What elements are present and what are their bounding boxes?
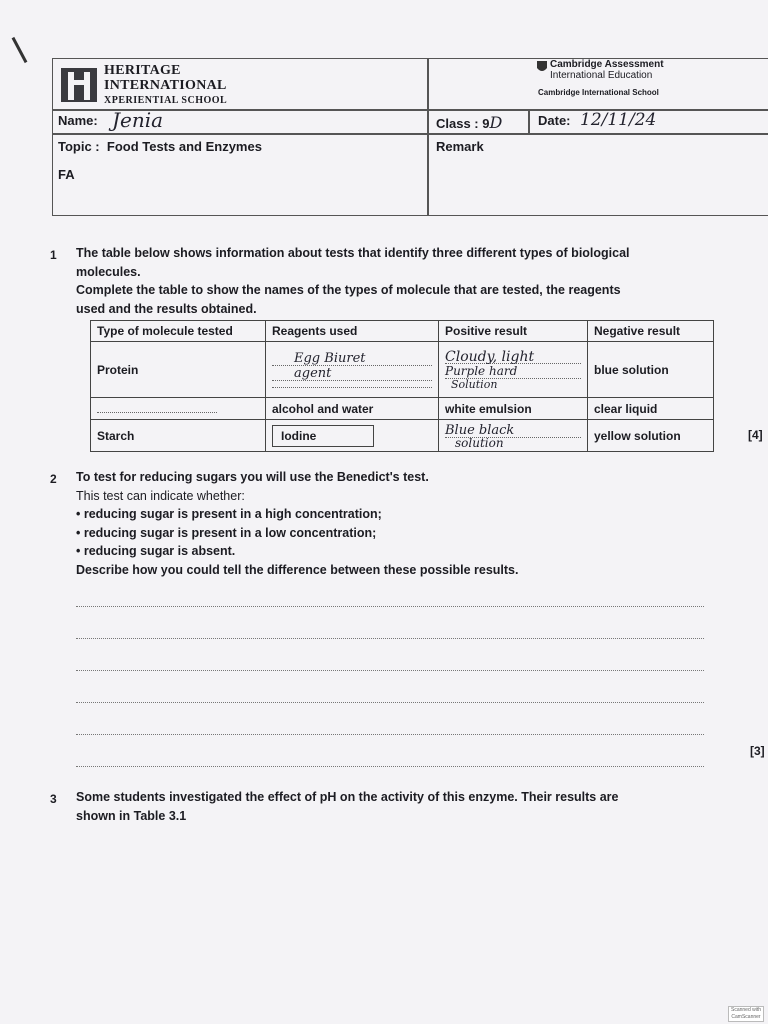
positive-result-cell: white emulsion (439, 398, 588, 420)
negative-result-cell: yellow solution (588, 420, 714, 452)
remark-label: Remark (436, 139, 484, 154)
answer-line[interactable] (76, 670, 704, 671)
reagent-cell (266, 420, 439, 452)
cambridge-school-label: Cambridge International School (538, 88, 659, 97)
answer-line[interactable] (76, 734, 704, 735)
question-2-text: To test for reducing sugars you will use the Benedict's test. This test can indicate whether: • reducing sugar is present in a high concentration; • reducing sugar is present in a low concentration; • reducing sugar is absent. Describe how you could tell the difference between these possible results. (76, 470, 519, 577)
table-row (91, 342, 714, 398)
iodine-answer-box: Iodine (272, 425, 374, 447)
negative-result-cell: clear liquid (588, 398, 714, 420)
question-2-marks: [3] (750, 744, 765, 758)
answer-line[interactable] (76, 766, 704, 767)
table-row (91, 420, 714, 452)
column-header: Positive result (439, 321, 588, 342)
topic-label: Topic : Food Tests and Enzymes (58, 139, 262, 154)
type-cell: Protein (91, 342, 266, 398)
positive-result-cell[interactable]: Blue black solution (439, 420, 588, 452)
class-value: D (489, 113, 503, 132)
reagent-cell: alcohol and water (266, 398, 439, 420)
question-1-text: The table below shows information about tests that identify three different types of biological molecules. Complete the table to show the names of the types of molecule that are tested, the reagents used and the results obtained. (76, 246, 630, 316)
date-label: Date: (538, 113, 571, 128)
name-label: Name: (58, 113, 98, 128)
cambridge-crest-icon (536, 60, 548, 74)
answer-line[interactable] (76, 606, 704, 607)
topic-value: Food Tests and Enzymes (106, 139, 262, 154)
table-row (91, 398, 714, 420)
negative-result-cell: blue solution (588, 342, 714, 398)
positive-result-cell[interactable]: Cloudy, light Purple hard Solution (439, 342, 588, 398)
reagent-cell[interactable]: Egg Biuret agent (266, 342, 439, 398)
fa-label: FA (58, 167, 75, 182)
answer-line[interactable] (76, 702, 704, 703)
type-cell: Starch (91, 420, 266, 452)
date-value: 12/11/24 (580, 110, 657, 130)
question-1-number: 1 (50, 248, 57, 262)
answer-line[interactable] (76, 638, 704, 639)
class-label: Class : 9D (436, 113, 503, 132)
column-header: Reagents used (266, 321, 439, 342)
scanner-watermark: Scanned with CamScanner (728, 1006, 764, 1022)
food-tests-table (90, 320, 714, 452)
question-3-text: Some students investigated the effect of pH on the activity of this enzyme. Their results are shown in Table 3.1 (76, 790, 619, 823)
question-1-marks: [4] (748, 428, 763, 442)
type-cell[interactable] (91, 398, 266, 420)
school-name: HERITAGE INTERNATIONAL XPERIENTIAL SCHOOL (104, 63, 228, 106)
question-2-number: 2 (50, 472, 57, 486)
question-3-number: 3 (50, 792, 57, 806)
pen-stroke-mark (12, 37, 28, 63)
column-header: Negative result (588, 321, 714, 342)
cambridge-logo: Cambridge Assessment International Education (550, 59, 664, 81)
column-header: Type of molecule tested (91, 321, 266, 342)
name-value: Jenia (112, 108, 164, 132)
school-logo-icon (60, 64, 98, 104)
table-header-row (91, 321, 714, 342)
